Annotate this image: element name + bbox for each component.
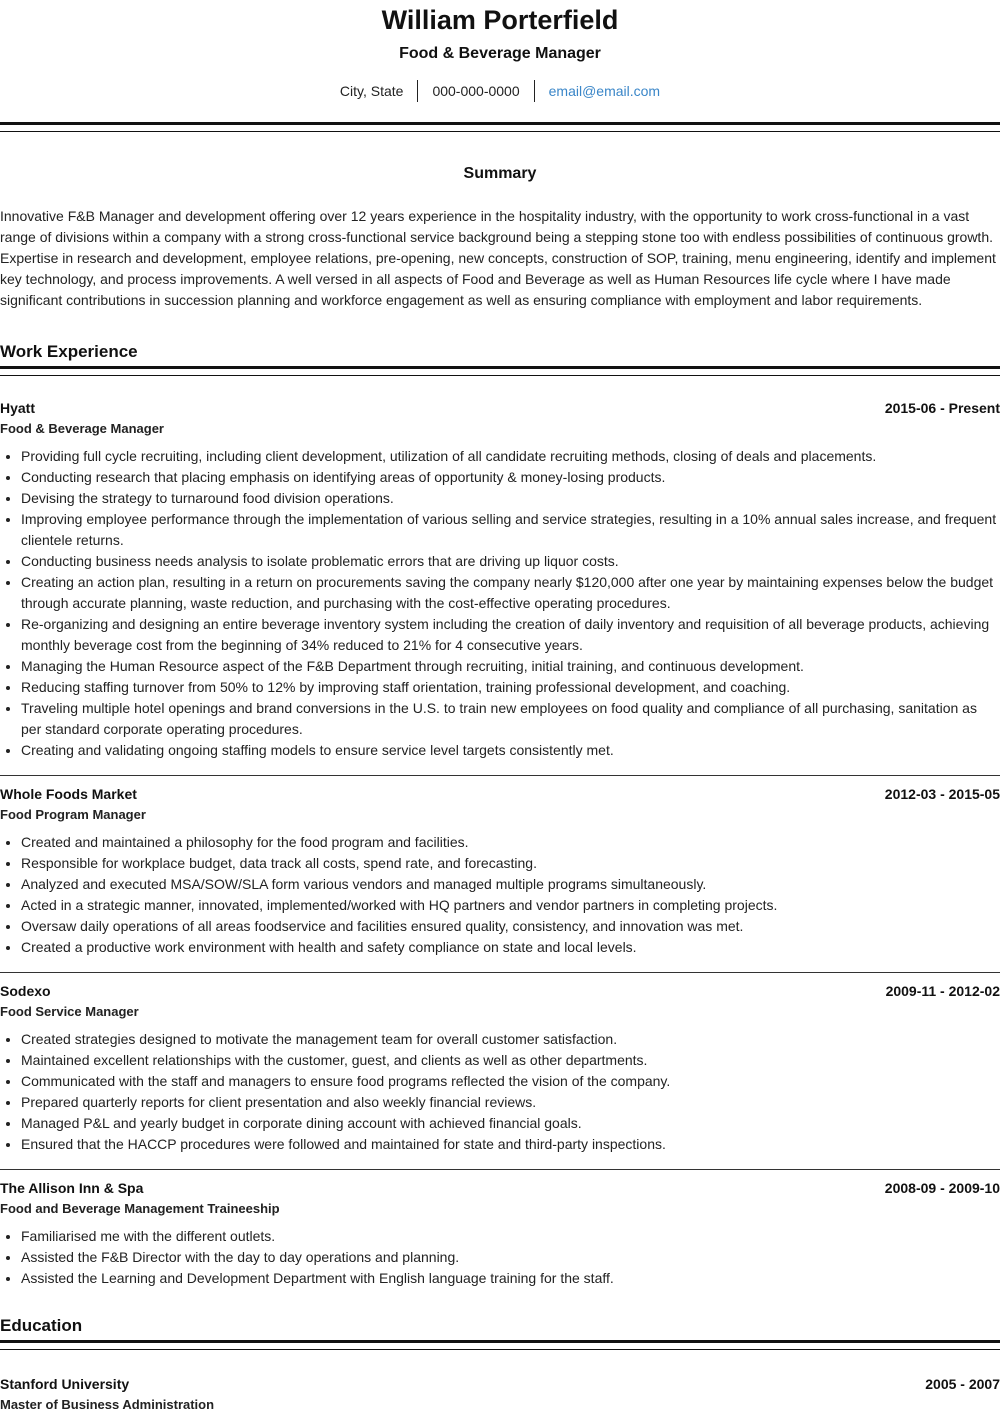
list-item: • Analyzed and executed MSA/SOW/SLA form various vendors and managed multiple programs simultaneously. <box>21 874 1000 895</box>
company-name: The Allison Inn & Spa <box>0 1180 144 1196</box>
job-role: Food and Beverage Management Traineeship <box>0 1201 280 1216</box>
job-divider <box>0 972 1000 973</box>
list-item: • Creating and validating ongoing staffing models to ensure service level targets consistently met. <box>21 740 1000 761</box>
candidate-name: William Porterfield <box>381 5 619 35</box>
education-section <box>0 1315 1000 1414</box>
job-header <box>0 398 1000 418</box>
job-dates: 2015-06 - Present <box>884 400 1000 416</box>
list-item: • Re-organizing and designing an entire beverage inventory system including the creation of daily inventory and requisition of all beverage products, achieving monthly beverage cost from the beginning of 34% reduced to 21% for 4 consecutive years. <box>21 614 1000 656</box>
list-item: • Creating an action plan, resulting in a return on procurements saving the company nearly $120,000 after one year by maintaining expenses below the budget through accurate planning, waste reduction, and purchasing with the cost-effective operating procedures. <box>21 572 1000 614</box>
resume-header <box>0 0 1000 102</box>
list-item: • Assisted the Learning and Development Department with English language training for the staff. <box>21 1268 1000 1289</box>
section-divider <box>0 1340 1000 1350</box>
work-experience-section <box>0 341 1000 1289</box>
email-link[interactable]: email@email.com <box>534 80 674 102</box>
job-bullets <box>0 1226 1000 1289</box>
job-dates: 2008-09 - 2009-10 <box>884 1180 1000 1196</box>
list-item: • Familiarised me with the different outlets. <box>21 1226 1000 1247</box>
list-item: • Responsible for workplace budget, data track all costs, spend rate, and forecasting. <box>21 853 1000 874</box>
company-name: Sodexo <box>0 983 51 999</box>
list-item: • Conducting research that placing emphasis on identifying areas of opportunity & money-losing products. <box>21 467 1000 488</box>
list-item: • Created strategies designed to motivate the management team for overall customer satisfaction. <box>21 1029 1000 1050</box>
list-item: • Improving employee performance through the implementation of various selling and service strategies, resulting in a 10% annual sales increase, and frequent clientele returns. <box>21 509 1000 551</box>
education-dates: 2005 - 2007 <box>925 1376 1000 1392</box>
job-bullets <box>0 446 1000 761</box>
list-item: • Conducting business needs analysis to isolate problematic errors that are driving up liquor costs. <box>21 551 1000 572</box>
job-divider <box>0 1169 1000 1170</box>
phone-text: 000-000-0000 <box>417 80 533 102</box>
list-item: • Managing the Human Resource aspect of the F&B Department through recruiting, initial training, and continuous development. <box>21 656 1000 677</box>
job-header <box>0 981 1000 1001</box>
job-divider <box>0 775 1000 776</box>
job-entry <box>0 398 1000 761</box>
job-entry <box>0 981 1000 1155</box>
job-header <box>0 784 1000 804</box>
education-entry <box>0 1374 1000 1394</box>
job-list <box>0 398 1000 1289</box>
list-item: • Ensured that the HACCP procedures were followed and maintained for state and third-party inspections. <box>21 1134 1000 1155</box>
contact-info <box>0 80 1000 102</box>
job-role: Food Service Manager <box>0 1004 139 1019</box>
company-name: Whole Foods Market <box>0 786 137 802</box>
list-item: • Providing full cycle recruiting, including client development, utilization of all candidate recruiting methods, closing of deals and placements. <box>21 446 1000 467</box>
candidate-title: Food & Beverage Manager <box>399 45 601 62</box>
job-role: Food & Beverage Manager <box>0 421 164 436</box>
summary-heading: Summary <box>463 165 537 182</box>
job-role: Food Program Manager <box>0 807 146 822</box>
list-item: • Devising the strategy to turnaround food division operations. <box>21 488 1000 509</box>
list-item: • Oversaw daily operations of all areas foodservice and facilities ensured quality, consistency, and innovation was met. <box>21 916 1000 937</box>
list-item: • Reducing staffing turnover from 50% to 12% by improving staff orientation, training professional development, and coaching. <box>21 677 1000 698</box>
school-name: Stanford University <box>0 1376 130 1392</box>
job-entry <box>0 784 1000 958</box>
header-divider <box>0 122 1000 132</box>
education-heading: Education <box>0 1316 83 1335</box>
summary-section <box>0 164 1000 311</box>
list-item: • Created a productive work environment with health and safety compliance on state and local levels. <box>21 937 1000 958</box>
work-experience-heading: Work Experience <box>0 342 138 361</box>
job-bullets <box>0 832 1000 958</box>
job-entry <box>0 1178 1000 1289</box>
list-item: • Managed P&L and yearly budget in corporate dining account with achieved financial goals. <box>21 1113 1000 1134</box>
list-item: • Prepared quarterly reports for client presentation and also weekly financial reviews. <box>21 1092 1000 1113</box>
job-dates: 2009-11 - 2012-02 <box>885 983 1000 999</box>
section-divider <box>0 366 1000 376</box>
company-name: Hyatt <box>0 400 36 416</box>
job-header <box>0 1178 1000 1198</box>
list-item: • Maintained excellent relationships with the customer, guest, and clients as well as other departments. <box>21 1050 1000 1071</box>
job-bullets <box>0 1029 1000 1155</box>
location-text: City, State <box>339 83 404 99</box>
job-dates: 2012-03 - 2015-05 <box>884 786 1000 802</box>
list-item: • Traveling multiple hotel openings and brand conversions in the U.S. to train new employees on food quality and compliance of all purchasing, sanitation as per standard corporate operating procedures. <box>21 698 1000 740</box>
list-item: • Communicated with the staff and managers to ensure food programs reflected the vision of the company. <box>21 1071 1000 1092</box>
list-item: • Assisted the F&B Director with the day to day operations and planning. <box>21 1247 1000 1268</box>
list-item: • Created and maintained a philosophy for the food program and facilities. <box>21 832 1000 853</box>
list-item: • Acted in a strategic manner, innovated, implemented/worked with HQ partners and vendor partners in completing projects. <box>21 895 1000 916</box>
summary-text: Innovative F&B Manager and development offering over 12 years experience in the hospitality industry, with the opportunity to work cross-functional in a vast range of divisions within a company with a strong cross-functional service background being a stepping stone too with endless possibilities of continuous growth. Expertise in research and development, employee relations, pre-opening, new concepts, construction of SOP, training, menu engineering, identify and implement key technology, and process improvements. A well versed in all aspects of Food and Beverage as well as Human Resources life cycle where I have made significant contributions in succession planning and workforce engagement as well as ensuring compliance with employment and labor requirements. <box>0 208 996 308</box>
degree-name: Master of Business Administration <box>0 1397 215 1412</box>
